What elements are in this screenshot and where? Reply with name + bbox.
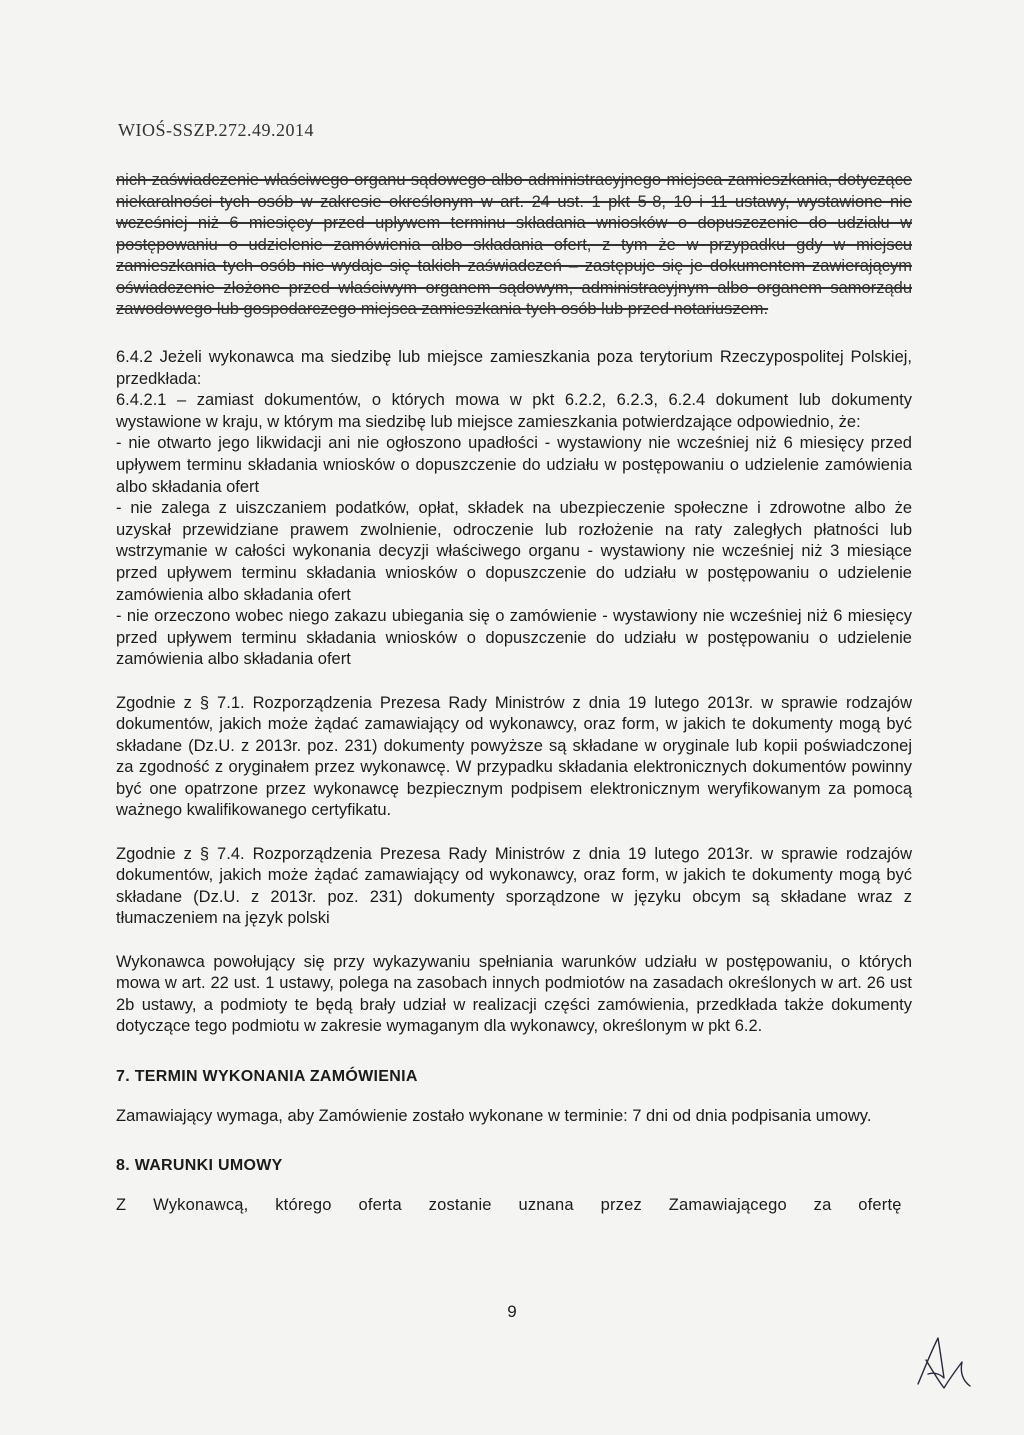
paragraph-6-4-2: 6.4.2 Jeżeli wykonawca ma siedzibę lub miejsce zamieszkania poza terytorium Rzeczypospolitej Polskiej, przedkłada: [116, 348, 912, 388]
paragraph-regulation-7-1: Zgodnie z § 7.1. Rozporządzenia Prezesa Rady Ministrów z dnia 19 lutego 2013r. w sprawie rodzajów dokumentów, jakich może żądać zamawiający od wykonawcy, oraz form, w jakich te dokumenty mogą być składane (Dz.U. z 2013r. poz. 231) dokumenty powyższe są składane w oryginale lub kopii poświadczonej za zgodność z oryginałem przez wykonawcę. W przypadku składania elektronicznych dokumentów powinny być one opatrzone przez wykonawcę bezpiecznym podpisem elektronicznym weryfikowanym za pomocą ważnego kwalifikowanego certyfikatu. [116, 693, 912, 820]
page-number: 9 [507, 1302, 517, 1321]
list-item-ban: - nie orzeczono wobec niego zakazu ubiegania się o zamówienie - wystawiony nie wcześniej niż 6 miesięcy przed upływem terminu składania wniosków o dopuszczenie do udziału w postępowaniu o udzielenie zamówienia albo składania ofert [116, 607, 912, 669]
handwritten-signature-icon [904, 1330, 984, 1392]
section-7-heading: 7. TERMIN WYKONANIA ZAMÓWIENIA [116, 1068, 418, 1085]
section-7-text: Zamawiający wymaga, aby Zamówienie zostało wykonane w terminie: 7 dni od dnia podpisania umowy. [116, 1106, 872, 1125]
list-item-taxes: - nie zalega z uiszczaniem podatków, opłat, składek na ubezpieczenie społeczne i zdrowotne albo że uzyskał przewidziane prawem zwolnienie, odroczenie lub rozłożenie na raty zaległych płatności lub wstrzymanie w całości wykonania decyzji właściwego organu - wystawiony nie wcześniej niż 3 miesiące przed upływem terminu składania wniosków o dopuszczenie do udziału w postępowaniu o udzielenie zamówienia albo składania ofert [116, 499, 912, 604]
document-reference-code: WIOŚ-SSZP.272.49.2014 [118, 120, 315, 140]
section-8-text: Z Wykonawcą, którego oferta zostanie uznana przez Zamawiającego za ofertę [116, 1195, 902, 1214]
list-item-liquidation: - nie otwarto jego likwidacji ani nie ogłoszono upadłości - wystawiony nie wcześniej niż 6 miesięcy przed upływem terminu składania wniosków o dopuszczenie do udziału w postępowaniu o udzielenie zamówienia albo składania ofert [116, 434, 912, 496]
struck-through-section [116, 170, 912, 321]
paragraph-regulation-7-4: Zgodnie z § 7.4. Rozporządzenia Prezesa Rady Ministrów z dnia 19 lutego 2013r. w sprawie rodzajów dokumentów, jakich może żądać zamawiający od wykonawcy, oraz form, w jakich te dokumenty mogą być składane (Dz.U. z 2013r. poz. 231) dokumenty sporządzone w języku obcym są składane wraz z tłumaczeniem na język polski [116, 844, 912, 928]
struck-paragraph: nich zaświadczenie właściwego organu sądowego albo administracyjnego miejsca zamieszkania, dotyczące niekaralności tych osób w zakresie określonym w art. 24 ust. 1 pkt 5-8, 10 i 11 ustawy, wystawione nie wcześniej niż 6 miesięcy przed upływem terminu składania wniosków o dopuszczenie do udziału w postępowaniu o udzielenie zamówienia albo składania ofert, z tym że w przypadku gdy w miejscu zamieszkania tych osób nie wydaje się takich zaświadczeń – zastępuje się je dokumentem zawierającym oświadczenie złożone przed właściwym organem sądowym, administracyjnym albo organem samorządu zawodowego lub gospodarczego miejsca zamieszkania tych osób lub przed notariuszem. [116, 171, 912, 318]
paragraph-6-4-2-1: 6.4.2.1 – zamiast dokumentów, o których mowa w pkt 6.2.2, 6.2.3, 6.2.4 dokument lub dokumenty wystawione w kraju, w którym ma siedzibę lub miejsce zamieszkania potwierdzające odpowiednio, że: [116, 391, 912, 431]
section-8-heading: 8. WARUNKI UMOWY [116, 1157, 283, 1175]
paragraph-contractor-resources: Wykonawca powołujący się przy wykazywaniu spełniania warunków udziału w postępowaniu, o których mowa w art. 22 ust. 1 ustawy, polega na zasobach innych podmiotów na zasadach określonych w art. 26 ust 2b ustawy, a podmioty te będą brały udział w realizacji części zamówienia, przedkłada także dokumenty dotyczące tego podmiotu w zakresie wymaganym dla wykonawcy, określonym w pkt 6.2. [116, 952, 912, 1036]
main-content [116, 347, 912, 1216]
